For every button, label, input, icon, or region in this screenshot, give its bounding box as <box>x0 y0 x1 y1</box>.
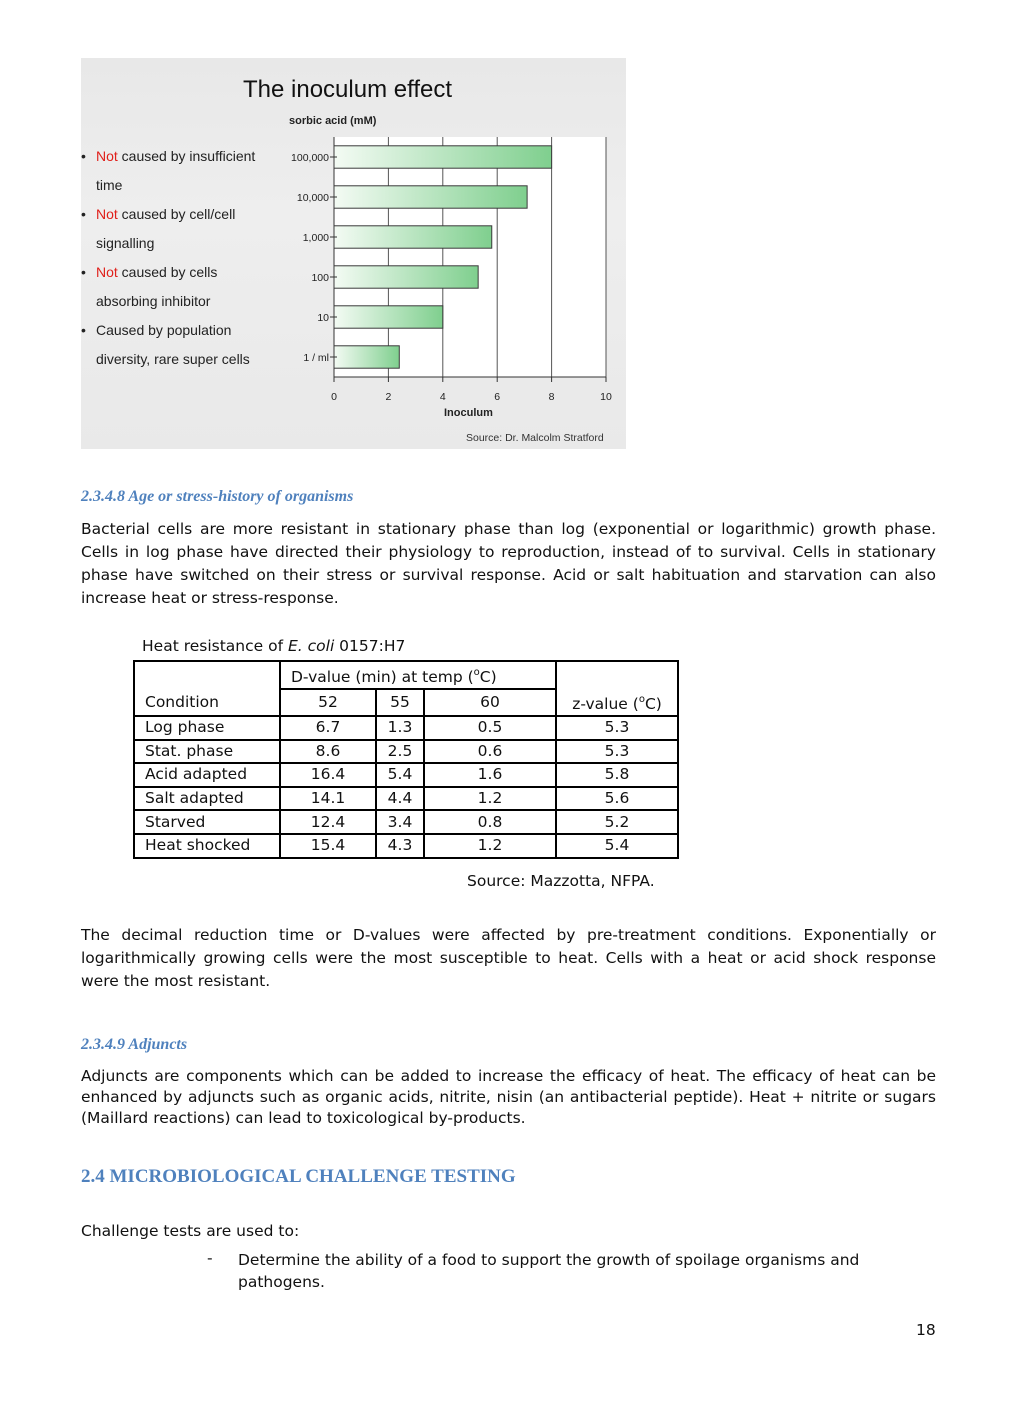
degree-sign: o <box>638 694 645 705</box>
table-cell-d-value: 4.4 <box>376 787 424 811</box>
chart-bar <box>334 226 492 248</box>
list-item: Determine the ability of a food to support the growth of spoilage organisms and pathogens. <box>238 1251 860 1291</box>
table-cell-d-value: 12.4 <box>280 810 376 834</box>
table-cell-condition: Log phase <box>134 716 280 740</box>
table-header-temp: 55 <box>376 689 424 716</box>
header-text: C) <box>479 668 497 686</box>
table-group-header <box>280 661 556 689</box>
table-cell-d-value: 2.5 <box>376 740 424 764</box>
table-header-row <box>134 689 678 716</box>
caption-text: 0157:H7 <box>334 637 406 655</box>
header-text: D-value (min) at temp ( <box>291 668 474 686</box>
table-header-row <box>134 661 678 689</box>
chart-y-tick-label: 100,000 <box>291 152 329 164</box>
bullet-red-word: Not <box>96 206 118 222</box>
table-row <box>134 834 678 858</box>
d-values-paragraph <box>81 924 936 993</box>
table-cell-d-value: 1.6 <box>424 763 556 787</box>
paragraph-text: The decimal reduction time or D-values were affected by pre-treatment conditions. Exponentially or logarithmically growing cells were the most susceptible to heat. Cells with a heat or acid shock response were the most resistant. <box>81 926 936 990</box>
table-row <box>134 716 678 740</box>
bullet-line: signalling <box>96 235 155 251</box>
bullet-line: time <box>96 177 123 193</box>
header-text: z-value ( <box>572 695 639 713</box>
section-2-3-4-8-paragraph <box>81 518 936 610</box>
page-number: 18 <box>916 1321 936 1339</box>
chart-bar <box>334 346 399 368</box>
figure-source: Source: Dr. Malcolm Stratford <box>466 432 604 444</box>
chart-x-tick-label: 0 <box>331 391 337 403</box>
table-row <box>134 763 678 787</box>
inoculum-bar-chart <box>81 58 626 449</box>
inoculum-figure: The inoculum effect sorbic acid (mM) • Not caused by insufficient time • Not caused by cell/cell signalling • Not caused by cells absorbing inhibitor • Caused by population diversity, rare super cells 0 2 4 6 8 10 100,000 10,000 1,000 100 10 1 / ml Inoculum Source: Dr. Malcolm Stratford <box>81 58 626 449</box>
header-text: C) <box>644 695 662 713</box>
table-cell-d-value: 1.3 <box>376 716 424 740</box>
table-cell-condition: Starved <box>134 810 280 834</box>
table-cell-d-value: 6.7 <box>280 716 376 740</box>
caption-organism: E. coli <box>287 637 335 655</box>
table-cell-d-value: 14.1 <box>280 787 376 811</box>
table-header-temp: 52 <box>280 689 376 716</box>
table-caption <box>142 637 405 655</box>
table-body <box>134 716 678 858</box>
chart-y-tick-label: 10 <box>317 312 329 324</box>
list-dash: - <box>207 1249 213 1267</box>
table-cell-d-value: 3.4 <box>376 810 424 834</box>
section-heading-2-4: 2.4 MICROBIOLOGICAL CHALLENGE TESTING <box>81 1166 516 1187</box>
table-cell-z-value: 5.3 <box>556 740 678 764</box>
table-cell-z-value: 5.4 <box>556 834 678 858</box>
chart-bar <box>334 306 443 328</box>
table-cell-d-value: 4.3 <box>376 834 424 858</box>
challenge-intro: Challenge tests are used to: <box>81 1222 300 1240</box>
chart-x-axis-label: Inoculum <box>444 407 493 419</box>
bullet-line: absorbing inhibitor <box>96 293 211 309</box>
bullet-line: caused by cells <box>117 264 218 280</box>
table-cell-d-value: 1.2 <box>424 787 556 811</box>
table-cell-z-value: 5.3 <box>556 716 678 740</box>
chart-x-tick-label: 2 <box>385 391 392 403</box>
table-cell-d-value: 0.5 <box>424 716 556 740</box>
table-header-temp: 60 <box>424 689 556 716</box>
chart-x-tick-label: 4 <box>439 391 446 403</box>
table-cell-d-value: 0.6 <box>424 740 556 764</box>
table-cell-d-value: 0.8 <box>424 810 556 834</box>
table-cell-d-value: 8.6 <box>280 740 376 764</box>
caption-text: Heat resistance of <box>142 637 288 655</box>
chart-x-tick-label: 6 <box>494 391 501 403</box>
table-header-cell-empty <box>134 661 280 689</box>
bullet-line: Caused by population <box>96 322 232 338</box>
chart-bar <box>334 266 478 288</box>
degree-sign: o <box>473 667 480 678</box>
table-cell-z-value: 5.2 <box>556 810 678 834</box>
bullet-line: caused by cell/cell <box>117 206 236 222</box>
bullet-line: diversity, rare super cells <box>96 351 250 367</box>
table-cell-z-value: 5.8 <box>556 763 678 787</box>
chart-y-tick-label: 1,000 <box>302 232 329 244</box>
table-row <box>134 740 678 764</box>
section-2-3-4-9-paragraph <box>81 1066 936 1129</box>
chart-x-tick-label: 8 <box>548 391 555 403</box>
section-heading-2-3-4-9: 2.3.4.9 Adjuncts <box>81 1036 188 1053</box>
table-cell-d-value: 15.4 <box>280 834 376 858</box>
chart-x-tick-label: 10 <box>600 391 612 403</box>
paragraph-text: Adjuncts are components which can be added to increase the efficacy of heat. The efficacy of heat can be enhanced by adjuncts such as organic acids, nitrite, nisin (an antibacterial peptide). Heat + nitrite or sugars (Maillard reactions) can lead to toxicological by-products. <box>81 1067 936 1127</box>
table-cell-z-value: 5.6 <box>556 787 678 811</box>
chart-bar <box>334 146 552 168</box>
table-cell-condition: Acid adapted <box>134 763 280 787</box>
table-header-cell-empty <box>556 661 678 689</box>
chart-y-tick-label: 100 <box>311 272 329 284</box>
chart-bar <box>334 186 527 208</box>
chart-plot-area <box>334 137 606 377</box>
paragraph-text: Bacterial cells are more resistant in stationary phase than log (exponential or logarithmic) growth phase. Cells in log phase have directed their physiology to reproduction, instead of to survival. Cells in stationary phase have switched on their stress or survival response. Acid or salt habituation and starvation can also increase heat or stress-response. <box>81 520 936 607</box>
table-cell-d-value: 1.2 <box>424 834 556 858</box>
table-row <box>134 787 678 811</box>
table-row <box>134 810 678 834</box>
bullet-line: caused by insufficient <box>117 148 256 164</box>
bullet-red-word: Not <box>96 264 118 280</box>
table-source: Source: Mazzotta, NFPA. <box>467 872 655 890</box>
table-cell-condition: Stat. phase <box>134 740 280 764</box>
table-cell-condition: Salt adapted <box>134 787 280 811</box>
chart-y-tick-label: 10,000 <box>296 192 329 204</box>
heat-resistance-table <box>133 660 679 859</box>
chart-y-axis-label: sorbic acid (mM) <box>289 115 377 127</box>
section-heading-2-3-4-8: 2.3.4.8 Age or stress-history of organisms <box>81 488 354 505</box>
table-header-condition: Condition <box>134 689 280 716</box>
table-cell-d-value: 5.4 <box>376 763 424 787</box>
chart-y-tick-label: 1 / ml <box>303 352 329 364</box>
table-cell-condition: Heat shocked <box>134 834 280 858</box>
table-header-z-value <box>556 689 678 716</box>
bullet-red-word: Not <box>96 148 118 164</box>
table-cell-d-value: 16.4 <box>280 763 376 787</box>
